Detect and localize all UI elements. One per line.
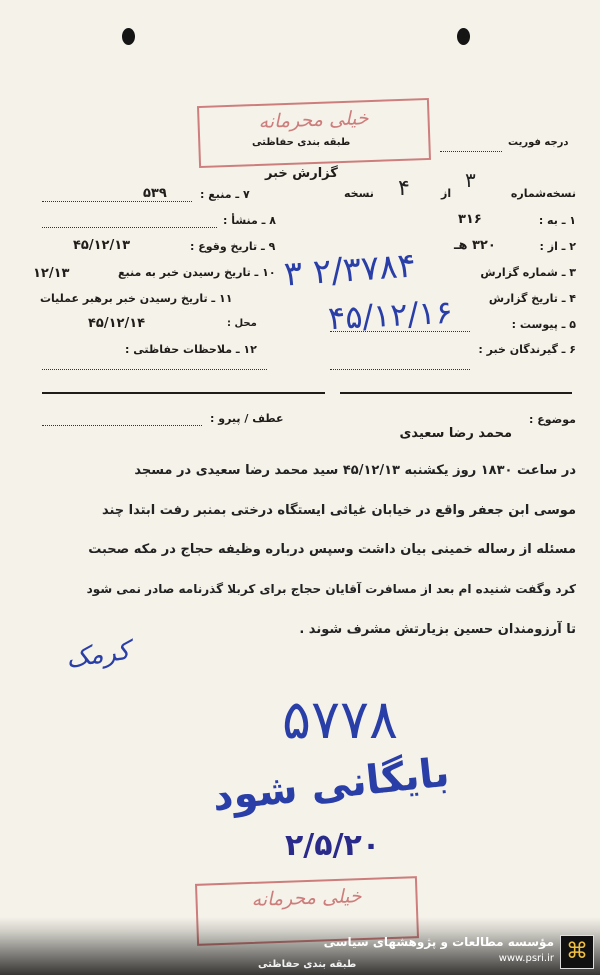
report-title: گزارش خبر [265, 166, 338, 181]
punch-hole-left [122, 28, 135, 45]
stamp-confidential-top [197, 98, 431, 168]
origin-dotted-line [42, 227, 217, 228]
source-dotted-line [42, 201, 192, 202]
institute-url[interactable]: www.psri.ir [498, 953, 554, 964]
security-notes-label: ۱۲ ـ ملاحظات حفاظتی : [125, 343, 257, 356]
recipients-dotted-line [330, 369, 470, 370]
subject-value: محمد رضا سعیدی [399, 426, 512, 441]
handwritten-archive-note: بایگانی شود [210, 749, 452, 821]
received-source-label: ۱۰ ـ تاریخ رسیدن خبر به منبع [118, 266, 276, 279]
priority-label: درجه فوریت [508, 137, 569, 148]
copy-word: نسخه [344, 187, 374, 200]
from-value: ۳۲۰ هـ [454, 238, 496, 253]
body-line-4: کرد وگفت شنیده ام بعد از مسافرت آقایان حجاج برای کربلا گذرنامه صادر نمی شود [86, 582, 576, 596]
handwritten-file-number: ۵۷۷۸ [282, 688, 399, 751]
priority-dotted-line [440, 151, 502, 152]
body-line-1: در ساعت ۱۸۳۰ روز یکشنبه ۴۵/۱۲/۱۳ سید محمد رضا سعیدی در مسجد [134, 463, 576, 478]
origin-label: ۸ ـ منشأ : [223, 214, 276, 227]
received-source-value: ۱۲/۱۳ [33, 266, 70, 281]
copy-number-value: ۳ [465, 168, 476, 192]
from-label: ۲ ـ از : [539, 240, 576, 253]
body-line-3: مسئله از رساله خمینی بیان داشت وسپس درباره وظیفه حجاج در مکه صحبت [88, 542, 576, 557]
event-date-label: ۹ ـ تاریخ وقوع : [190, 240, 276, 253]
institute-emblem-icon: ⌘ [560, 935, 594, 969]
ref-dotted-line [42, 425, 202, 426]
recipients-label: ۶ ـ گیرندگان خبر : [478, 343, 576, 356]
to-value: ۳۱۶ [458, 212, 482, 227]
divider-right [340, 392, 572, 394]
watermark-footer [0, 917, 600, 975]
copy-of-label: از [441, 187, 452, 200]
ref-label: عطف / پیرو : [210, 412, 284, 425]
handwritten-report-date: ۴۵/۱۲/۱۶ [327, 292, 454, 338]
report-number-label: ۳ ـ شماره گزارش [480, 266, 576, 279]
institute-name: مؤسسه مطالعات و پژوهشهای سیاسی [323, 935, 554, 949]
body-line-2: موسی ابن جعفر واقع در خیابان غیاثی ایستگاه درختی بمنبر رفت ابتدا چند [101, 503, 576, 518]
divider-left [42, 392, 325, 394]
handwritten-initials: کرمک [64, 635, 132, 675]
place-value: ۴۵/۱۲/۱۴ [88, 316, 146, 331]
copy-total-value: ۴ [398, 176, 410, 201]
handwritten-report-number: ۲/۳۷۸۴ ۳ [282, 245, 418, 295]
subject-label: موضوع : [529, 413, 576, 426]
report-date-label: ۴ ـ تاریخ گزارش [488, 292, 576, 305]
notes-dotted-line [42, 369, 267, 370]
received-ops-label: ۱۱ ـ تاریخ رسیدن خبر برهبر عملیات [40, 292, 233, 305]
attachment-label: ۵ ـ پیوست : [511, 318, 576, 331]
to-label: ۱ ـ به : [538, 214, 576, 227]
source-label: ۷ ـ منبع : [200, 188, 250, 201]
classification-label-bottom: طبقه بندی حفاظتی [258, 959, 357, 970]
handwritten-archive-date: ۲/۵/۲۰ [285, 828, 381, 863]
classification-label-top: طبقه بندی حفاظتی [252, 137, 351, 148]
copy-number-label: نسخه‌شماره [510, 187, 576, 200]
event-date-value: ۴۵/۱۲/۱۳ [73, 238, 131, 253]
body-line-5: تا آرزومندان حسین بزیارتش مشرف شوند . [299, 622, 576, 637]
punch-hole-right [457, 28, 470, 45]
stamp-top-text: خیلی محرمانه [258, 107, 369, 133]
stamp-bottom-text: خیلی محرمانه [251, 885, 362, 911]
place-label: محل : [227, 318, 257, 329]
source-value: ۵۳۹ [143, 186, 167, 201]
